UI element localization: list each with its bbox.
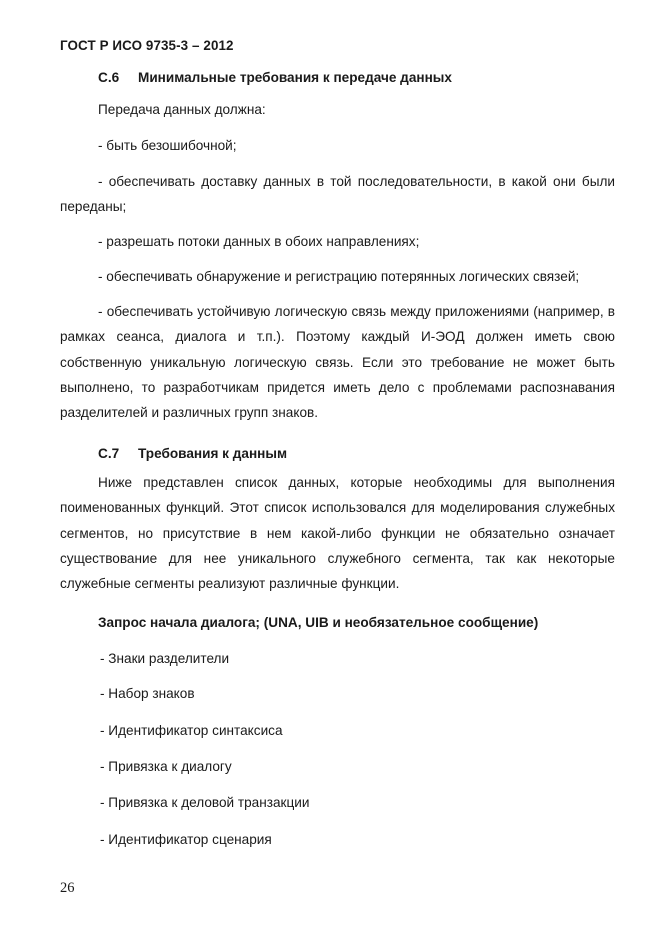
c6-item-2: - обеспечивать доставку данных в той последовательности, в какой они были переданы; bbox=[60, 174, 615, 215]
c6-item-5: - обеспечивать устойчивую логическую связь между приложениями (например, в рамках сеанса, диалога и т.п.). Поэтому каждый И-ЭОД должен иметь свою собственную уникальную логическую связь. Если это требование не может быть выполнено, то разработчикам придется иметь дело с проблемами распознавания разделителей и различных групп знаков. bbox=[60, 304, 615, 421]
c7-list-item-5: - Привязка к деловой транзакции bbox=[100, 795, 310, 810]
section-c6-number: С.6 bbox=[98, 70, 120, 85]
c7-list-item-6: - Идентификатор сценария bbox=[100, 832, 272, 847]
c7-list-item-3: - Идентификатор синтаксиса bbox=[100, 723, 283, 738]
section-c7-paragraph: Ниже представлен список данных, которые необходимы для выполнения поименованных функций. Этот список использовался для моделирования служебных сегментов, но присутствие в нем какой-либо функции не обязательно означает существование для нее уникального служебного сегмента, так как некоторые служебные сегменты реализуют различные функции. bbox=[60, 475, 615, 592]
section-c7-title: Требования к данным bbox=[138, 446, 288, 461]
c6-item-1: - быть безошибочной; bbox=[98, 138, 237, 153]
section-c6-heading bbox=[98, 70, 452, 85]
c6-item-3: - разрешать потоки данных в обоих направлениях; bbox=[98, 234, 420, 249]
c7-list-item-4: - Привязка к диалогу bbox=[100, 759, 232, 774]
section-c6-intro: Передача данных должна: bbox=[98, 102, 266, 117]
c6-item-4: - обеспечивать обнаружение и регистрацию потерянных логических связей; bbox=[98, 269, 580, 284]
section-c7-number: С.7 bbox=[98, 446, 120, 461]
section-c6-title: Минимальные требования к передаче данных bbox=[138, 70, 452, 85]
section-c7-heading bbox=[98, 446, 287, 461]
page-number: 26 bbox=[60, 880, 75, 896]
c7-list-item-2: - Набор знаков bbox=[100, 686, 195, 701]
c7-list-item-1: - Знаки разделители bbox=[100, 651, 230, 666]
section-c7-subheading: Запрос начала диалога; (UNA, UIB и необязательное сообщение) bbox=[98, 615, 539, 630]
document-header: ГОСТ Р ИСО 9735-3 – 2012 bbox=[60, 38, 234, 53]
